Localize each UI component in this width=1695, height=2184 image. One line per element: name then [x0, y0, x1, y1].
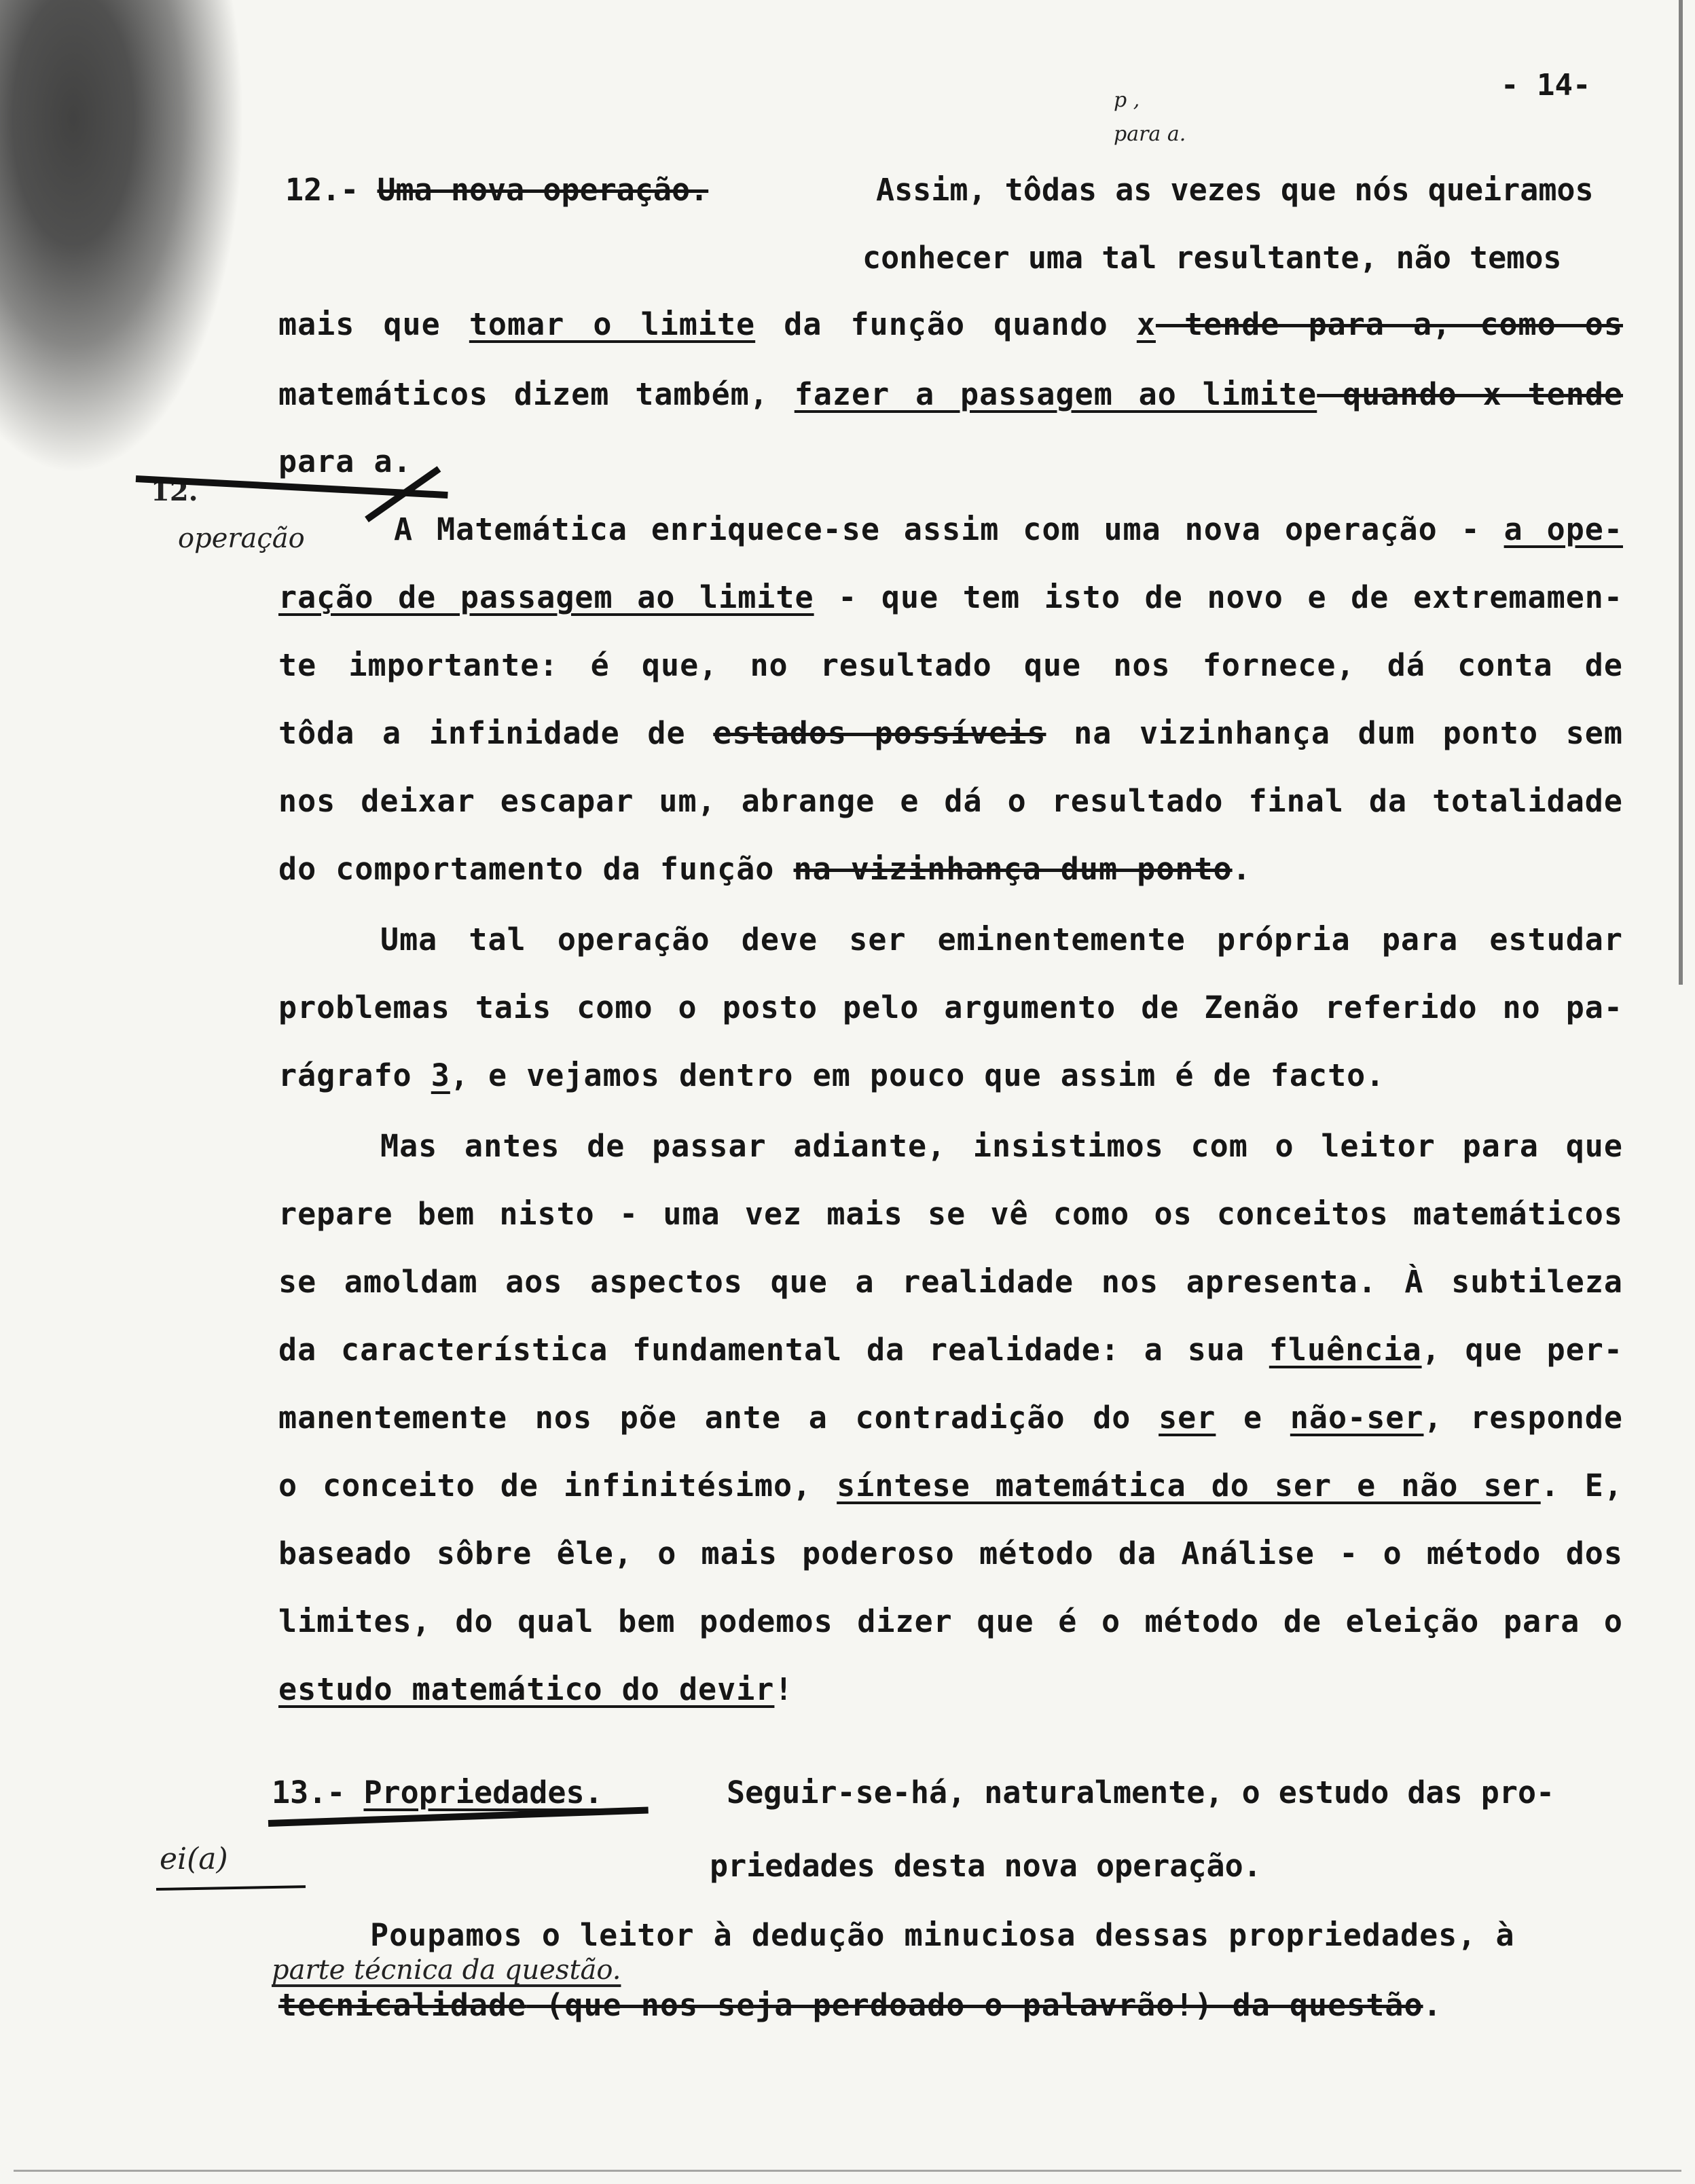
section-12-par2-line-2: [278, 579, 1623, 617]
section-12-par4-line-2: repare bem nisto - uma vez mais se vê como os conceitos matemáticos: [278, 1196, 1623, 1232]
section-12-par3-line-1: Uma tal operação deve ser eminentemente própria para estudar: [380, 922, 1623, 958]
text-run: da característica fundamental da realidade: a sua: [278, 1332, 1269, 1368]
text-run: A Matemática enriquece-se assim com uma nova operação -: [394, 511, 1504, 547]
handwritten-note-top-1: p ,: [1114, 88, 1140, 112]
section-12-line-1: Assim, tôdas as vezes que nós queiramos: [876, 172, 1594, 208]
section-12-line-4: [278, 376, 1623, 414]
section-12-par4-line-8: limites, do qual bem podemos dizer que é o método de eleição para o: [278, 1603, 1623, 1639]
underlined-run: fazer a passagem ao limite: [794, 376, 1317, 412]
struck-run: tende para a, como os: [1155, 306, 1623, 342]
underlined-run: síntese matemática do ser e não ser: [837, 1468, 1541, 1504]
margin-note-12-number: 12.: [151, 475, 198, 507]
section-12-line-2: conhecer uma tal resultante, não temos: [862, 240, 1562, 276]
text-run: mais que: [278, 306, 469, 342]
text-run: e: [1216, 1400, 1290, 1436]
section-13-par2-line-2: [278, 1986, 1623, 2024]
handwritten-insertion: parte técnica da questão.: [272, 1954, 621, 1986]
section-12-par2-line-6: [278, 850, 1623, 888]
section-12-par3-line-3: [278, 1057, 1623, 1095]
section-12-par4-line-6: [278, 1467, 1623, 1505]
section-12-par2-line-4: [278, 714, 1623, 752]
section-12-par4-line-7: baseado sôbre êle, o mais poderoso método da Análise - o método dos: [278, 1535, 1623, 1571]
section-13-number: 13.-: [272, 1774, 346, 1810]
text-run: o conceito de infinitésimo,: [278, 1468, 837, 1504]
text-run: tôda a infinidade de: [278, 715, 714, 751]
page-edge-shadow: [1679, 0, 1683, 985]
page-bottom-edge: [14, 2170, 1681, 2172]
ink-smudge: [0, 0, 244, 475]
section-13-par2-line-1: Poupamos o leitor à dedução minuciosa dessas propriedades, à: [370, 1917, 1515, 1953]
struck-run: (que nos seja perdoado o palavrão!) da questão: [526, 1987, 1423, 2023]
section-12-par2-line-3: te importante: é que, no resultado que nos fornece, dá conta de: [278, 647, 1623, 683]
page-number: - 14-: [1501, 68, 1591, 103]
text-run: , que per-: [1421, 1332, 1623, 1368]
handwritten-note-top-2: para a.: [1114, 122, 1186, 146]
text-run: .: [1232, 851, 1252, 887]
section-12-par4-line-5: [278, 1399, 1623, 1437]
text-run: .: [1423, 1987, 1442, 2023]
margin-note-underline: [156, 1885, 306, 1891]
section-13-line-2: priedades desta nova operação.: [710, 1848, 1262, 1884]
underlined-run: ração de passagem ao limite: [278, 579, 814, 615]
section-12-par2-line-1: [394, 511, 1623, 549]
text-run: da função quando: [755, 306, 1137, 342]
margin-note-13: ei(a): [160, 1842, 228, 1876]
underlined-run: a ope-: [1503, 511, 1623, 547]
text-run: . E,: [1540, 1468, 1623, 1504]
section-12-line-3: [278, 306, 1623, 344]
underlined-run: x: [1136, 306, 1156, 342]
section-12-par3-line-2: problemas tais como o posto pelo argumento de Zenão referido no pa-: [278, 989, 1623, 1025]
section-13-line-1: Seguir-se-há, naturalmente, o estudo das pro-: [727, 1774, 1555, 1810]
text-run: na vizinhança dum ponto sem: [1046, 715, 1623, 751]
section-12-number: 12.-: [285, 172, 359, 208]
underlined-run: 3: [431, 1057, 450, 1093]
section-12-par4-line-1: Mas antes de passar adiante, insistimos com o leitor para que: [380, 1128, 1623, 1164]
text-run: , responde: [1423, 1400, 1623, 1436]
underlined-run: fluência: [1269, 1332, 1422, 1368]
struck-run: quando x tende: [1317, 376, 1624, 412]
text-run: , e vejamos dentro em pouco que assim é de facto.: [450, 1057, 1385, 1093]
section-12-line-5: para a.: [278, 443, 412, 479]
text-run: rágrafo: [278, 1057, 431, 1093]
text-run: matemáticos dizem também,: [278, 376, 795, 412]
margin-note-12-word: operação: [178, 523, 305, 554]
section-13-heading: [272, 1774, 603, 1812]
underlined-run: não-ser: [1290, 1400, 1424, 1436]
section-12-title: Uma nova operação.: [377, 172, 709, 208]
text-run: !: [774, 1671, 794, 1707]
section-13-title: Propriedades.: [363, 1774, 603, 1810]
struck-run: estados possíveis: [713, 715, 1046, 751]
struck-run: na vizinhança dum ponto: [793, 851, 1233, 887]
section-12-par4-line-9: [278, 1671, 1623, 1709]
section-12-par4-line-3: se amoldam aos aspectos que a realidade nos apresenta. À subtileza: [278, 1264, 1623, 1300]
text-run: manentemente nos põe ante a contradição do: [278, 1400, 1159, 1436]
struck-run: tecnicalidade: [278, 1987, 527, 2023]
text-run: do comportamento da função: [278, 851, 794, 887]
section-12-par2-line-5: nos deixar escapar um, abrange e dá o resultado final da totalidade: [278, 783, 1623, 819]
underlined-run: estudo matemático do devir: [278, 1671, 775, 1707]
text-run: - que tem isto de novo e de extremamen-: [814, 579, 1623, 615]
section-12-par4-line-4: [278, 1331, 1623, 1369]
section-12-heading: [285, 171, 708, 209]
underlined-run: tomar o limite: [469, 306, 756, 342]
underlined-run: ser: [1159, 1400, 1216, 1436]
